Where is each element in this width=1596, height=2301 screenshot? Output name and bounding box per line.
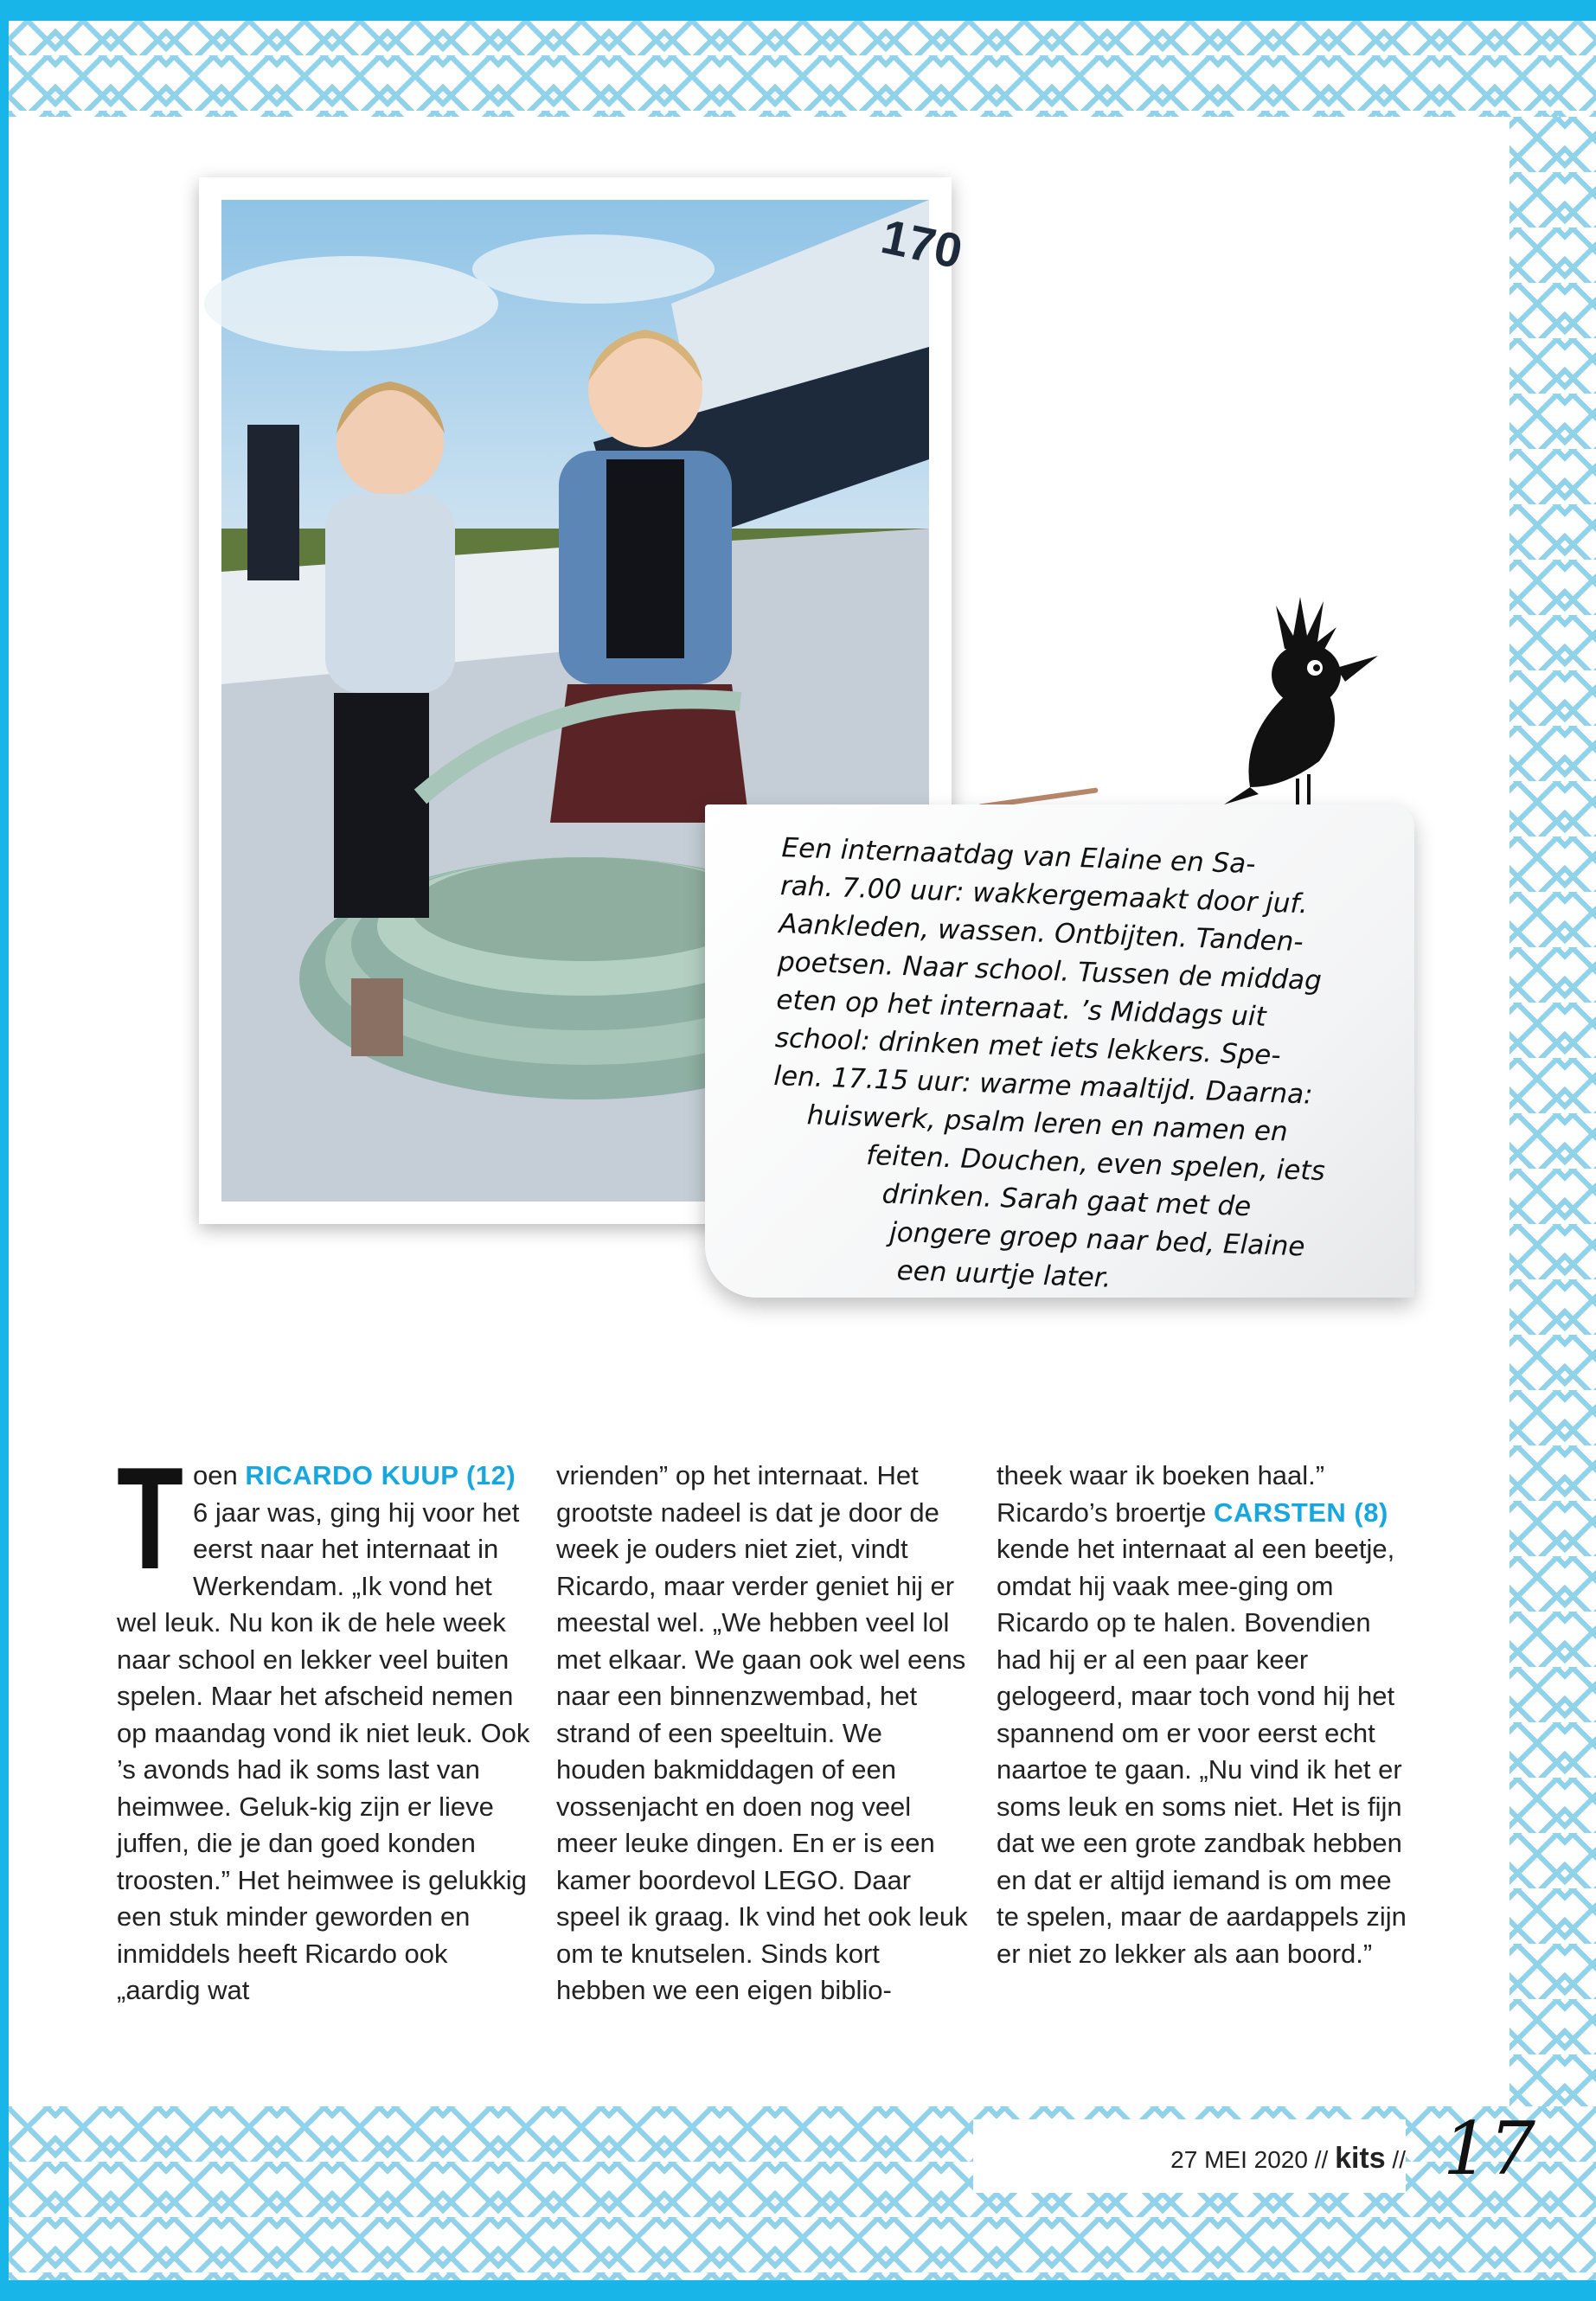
crow-icon (1224, 588, 1380, 813)
page-number: 17 (1443, 2106, 1535, 2191)
note-line: len. 17.15 uur: warme maaltijd. Daarna: (772, 1060, 1314, 1111)
note-line: huiswerk, psalm leren en namen en (806, 1099, 1289, 1148)
note-line: feiten. Douchen, even spelen, iets (865, 1139, 1326, 1188)
article-text: kende het internaat al een beetje, omdat hij vaak mee-ging om Ricardo op te halen. Bovendien had hij er al een paar keer gelogeerd, maar toch vond hij het spannend om er voor eerst echt naartoe te gaan. „Nu vind ik het er soms leuk en soms niet. Het is fijn dat we een grote zandbak hebben en dat er altijd iemand is om mee te spelen, maar de aardappels zijn er niet zo lekker als aan boord.” (997, 1534, 1407, 1969)
footer-text (1170, 2142, 1406, 2176)
note-text (766, 829, 1379, 1306)
boat-number: 170 (876, 208, 967, 279)
blue-edge-left (0, 0, 9, 2301)
article-lead: oen (193, 1460, 246, 1490)
drop-cap: T (117, 1437, 183, 1599)
article-column-2 (556, 1458, 971, 2009)
article-text: theek waar ik boeken haal.” Ricardo’s broertje (997, 1460, 1325, 1528)
article-paragraph (117, 1437, 532, 2009)
chevron-border-right (1509, 117, 1596, 2106)
article-column-3 (997, 1458, 1412, 1972)
note-line: eten op het internaat. ’s Middags uit (775, 984, 1267, 1033)
person-name-ricardo: RICARDO KUUP (12) (245, 1460, 516, 1490)
article-column-1 (117, 1437, 532, 2009)
blue-edge-top (0, 0, 1596, 21)
note-line: een uurtje later. (896, 1255, 1112, 1294)
footer (973, 2119, 1406, 2193)
footer-separator: // (1385, 2146, 1406, 2173)
note-line: rah. 7.00 uur: wakkergemaakt door juf. (779, 870, 1309, 920)
person-name-carsten: CARSTEN (8) (1213, 1497, 1388, 1528)
note-line: jongere groep naar bed, Elaine (888, 1216, 1306, 1263)
article-text: 6 jaar was, ging hij voor het eerst naar het internaat in Werkendam. „Ik vond het wel leuk. Nu kon ik de hele week naar school en lekker veel buiten spelen. Maar het afscheid nemen op maandag vond ik niet leuk. Ook ’s avonds had ik soms last van heimwee. Geluk-kig zijn er lieve juffen, die je dan goed konden troosten.” Het heimwee is gelukkig een stuk minder geworden en inmiddels heeft Ricardo ook „aardig wat (117, 1497, 530, 2005)
note-line: poetsen. Naar school. Tussen de middag (777, 946, 1323, 997)
article-paragraph (997, 1458, 1412, 1972)
note-line: school: drinken met iets lekkers. Spe- (774, 1022, 1282, 1072)
article-text: vrienden” op het internaat. Het grootste nadeel is dat je door de week je ouders niet ziet, vindt Ricardo, maar verder geniet hij er meestal wel. „We hebben veel lol met elkaar. We gaan ook wel eens naar een binnenzwembad, het strand of een speeltuin. We houden bakmiddagen of een vossenjacht en doen nog veel meer leuke dingen. En er is een kamer boordevol LEGO. Daar speel ik graag. Ik vind het ook leuk om te knutselen. Sinds kort hebben we een eigen biblio- (556, 1460, 968, 2005)
note-line: Een internaatdag van Elaine en Sa- (781, 832, 1257, 881)
note-line: Aankleden, wassen. Ontbijten. Tanden- (778, 908, 1304, 958)
blue-edge-bottom (0, 2280, 1596, 2301)
sticky-note (705, 804, 1414, 1298)
magazine-name: kits (1335, 2142, 1386, 2175)
footer-date: 27 MEI 2020 // (1170, 2146, 1336, 2173)
note-line: drinken. Sarah gaat met de (881, 1178, 1252, 1223)
